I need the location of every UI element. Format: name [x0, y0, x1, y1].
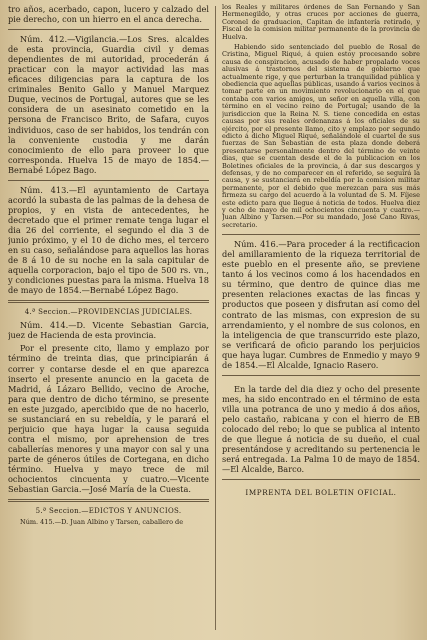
left-column [8, 4, 209, 634]
announcement-414-heading: Núm. 414.—D. Vicente Sebastian Garcia, juez de Hacienda de esta provincia. [8, 320, 209, 341]
right-column [222, 4, 420, 634]
section-heading-edicts: 5.ª Seccion.—EDICTOS Y ANUNCIOS. [35, 507, 182, 516]
announcement-lost-animal: En la tarde del dia diez y ocho del presente mes, ha sido encontrado en el término de esta villa una potranca de uno y medio á dos años, pelo castaño, rabicana y con el hierro de EB colocado del rebo; lo que se publica al intento de que llegue á noticia de su dueño, el cual presentándose y acreditando su pertenencia le será entregada. La Palma 10 de mayo de 1854.—El Alcalde, Barco. [222, 383, 420, 475]
separator [222, 234, 420, 235]
section-separator [8, 300, 209, 303]
announcement-416: Núm. 416.—Para proceder á la rectificacion del amillaramiento de la riqueza territorial de este pueblo en el presente año, se previene tanto á los vecinos como á los hacendados en su término, que dentro de quince dias me presenten relaciones exactas de las fincas y productos que poseen y disfrutan así como del contrato de las mismas, con expresion de su arrendamiento, y el nombre de sus colonos, en la inteligencia de que transcurrido este plazo, se verificará de oficio parando los perjuicios que haya lugar. Cumbres de Enmedio y mayo 9 de 1854.—El Alcalde, Ignacio Rasero. [222, 239, 420, 370]
announcement-412: Núm. 412.—Vigilancia.—Los Sres. alcaldes de esta provincia, Guardia civil y demas dependientes de mi autoridad, procederán á practicar con la mayor actividad las mas eficaces diligencias para la captura de los criminales Benito Gallo y Manuel Marquez Duque, vecinos de Portugal, autores que se les considera de un asesinato cometido en la persona de Francisco Brito, de Safara, cuyos individuos, caso de ser habidos, los tendrán con la conveniente custodia y me darán conocimiento de ello para proveer lo que corresponda. Huelva 15 de mayo de 1854.—Bernabé López Bago. [8, 34, 209, 175]
announcement-414-body: Por el presente cito, llamo y emplazo por término de treinta dias, que principiarán á correr y contarse desde el en que aparezca inserto el presente anuncio en la gaceta de Madrid, á Lázaro Bellido, vecino de Aroche, para que dentro de dicho término, se presente en este juzgado, apercibido que de no hacerlo, se sustanciará en su rebeldía, y le parará el perjuicio que haya lugar la causa seguida contra el mismo, por aprehension de tres caballerías menores y una mayor con sal y una parte de géneros útiles de Cortegana, en dicho término. Huelva y mayo trece de mil ochocientos cincuenta y cuatro.—Vicente Sebastian Garcia.—José María de la Cuesta. [8, 343, 209, 495]
announcement-413: Núm. 413.—El ayuntamiento de Cartaya acordó la subasta de las palmas de la dehesa de propios, y en vista de antecedentes, he decretado que el primer remate tenga lugar el dia 26 del corriente, el segundo el dia 3 de junio próximo, y el 10 de dicho mes, el tercero en su caso, señalándose para aquellos las horas de 8 á 10 de su noche en la sala capitular de aquella corporacion, bajo el tipo de 500 rs. vn., y condiciones puestas para la misma. Huelva 18 de mayo de 1854.—Bernabé López Bago. [8, 184, 209, 296]
separator [8, 180, 209, 181]
separator [222, 479, 420, 480]
printer-footer: IMPRENTA DEL BOLETIN OFICIAL. [245, 488, 397, 498]
continued-title: los Reales y militares órdenes de San Fernando y San Hermenegildo, y otras cruces por acciones de guerra, Coronel de graduacion, Capitan de infantería retirado, y Fiscal de la comision militar permanente de la provincia de Huelva. [222, 4, 420, 41]
column-divider [215, 6, 216, 630]
separator [222, 375, 420, 376]
continued-text: tro años, acerbado, capon, lucero y calzado del pie derecho, con un hierro en el anca derecha. [8, 4, 209, 25]
edict-body: Habiendo sido sentenciado del pueblo de Rosal de Cristina, Miguel Riqué, á quien estoy procesando sobre causa de conspiracion, acusado de haber propalado voces alusivas á trastornos del sistema de gobierno que actualmente rige, y que perturban la tranquilidad pública y obediencia que aquellas públicas, usando á varios vecinos á tomar parte en un movimiento revolucionario en el que contaba con varios amigos, un señor en aquella villa, con término en el vecino reino de Portugal; usando de la jurisdiccion que la Reina N. S. tiene concedida en estas causas por sus reales ordenanzas á los oficiales de su ejército, por el presente llamo, cito y emplazo por segundo edicto á dicho Miguel Riqué, señalándole el cuartel de sus fuerzas de San Sebastian de esta plaza donde deberá presentarse personalmente dentro del término de veinte dias, que se cuentan desde el de la publicacion en los Boletines oficiales de la provincia, á dar sus descargos y defensas, y de no comparecer en el referido, se seguirá la causa, y se sustanciará en rebeldía por la comision militar permanente, por el debido que merezcan para sus más firmeza su cargo del acuerdo á la voluntad de S. M. Fíjese este edicto para que llegue á noticia de todos. Huelva diez y ocho de mayo de mil ochocientos cincuenta y cuatro.—Juan Albino y Tarsen.—Por su mandado, José Cano Rivas, secretario. [222, 43, 420, 229]
section-heading-judicial: 4.ª Seccion.—PROVIDENCIAS JUDICIALES. [24, 308, 193, 317]
announcement-415-start: Núm. 415.—D. Juan Albino y Tarsen, caballero de [20, 518, 184, 527]
separator [8, 29, 209, 30]
section-separator [8, 499, 209, 502]
